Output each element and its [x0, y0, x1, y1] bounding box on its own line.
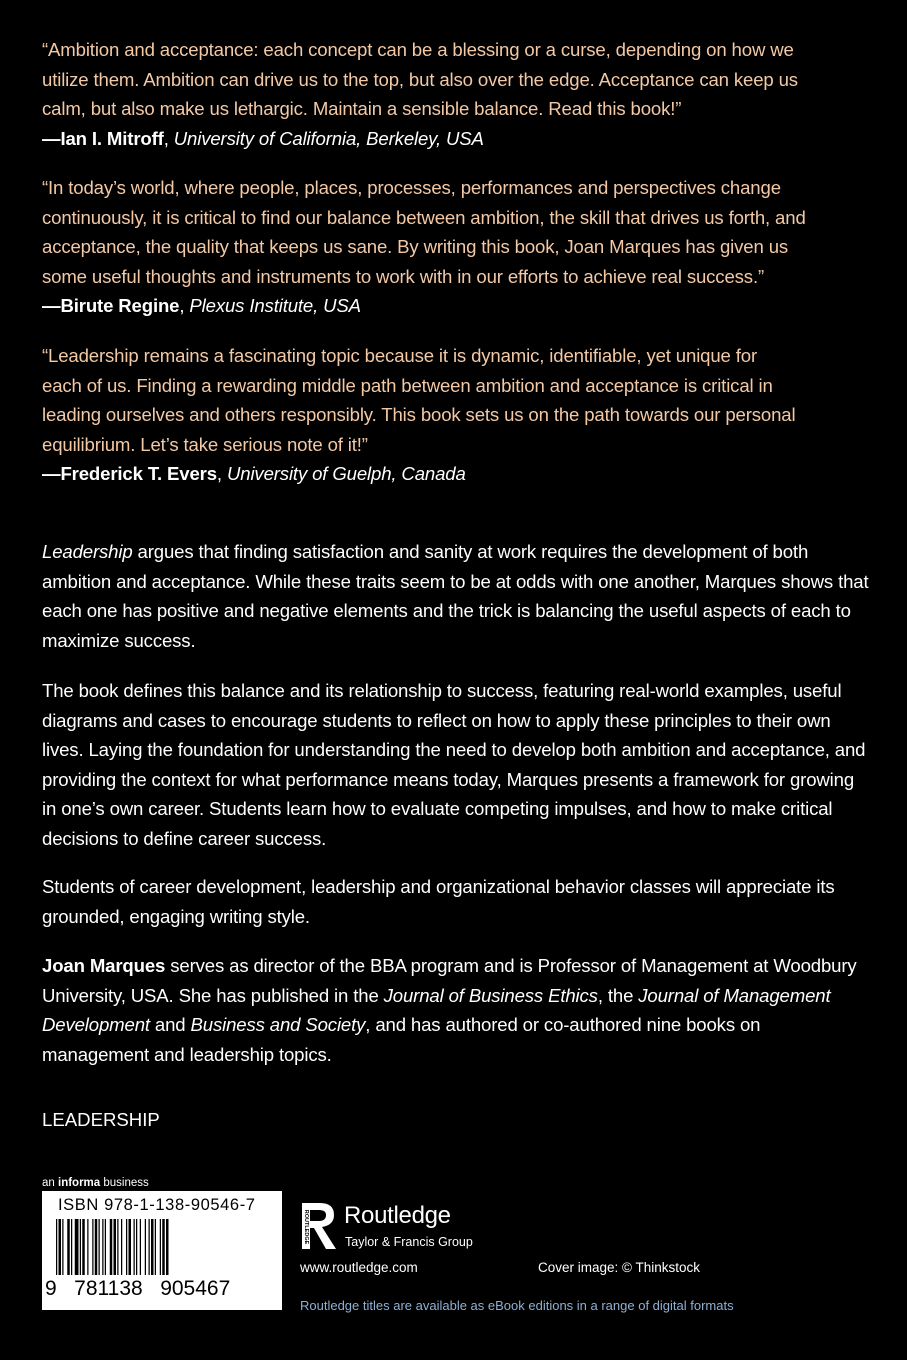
informa-suffix: business [100, 1177, 149, 1189]
barcode-bar [145, 1219, 146, 1275]
quote-line: “Ambition and acceptance: each concept can be a blessing or a curse, depending on how we [42, 39, 794, 60]
bio-text: serves as director of the BBA program and is Professor of Management at Woodbury University, USA. She has published in the [42, 955, 857, 1006]
cover-image-credit: Cover image: © Thinkstock [538, 1260, 701, 1275]
routledge-logo-text: ROUTLEDGE [303, 1209, 309, 1245]
quote-affiliation: Plexus Institute, USA [189, 295, 361, 316]
author-name: Joan Marques [42, 955, 166, 976]
barcode-bar [71, 1219, 72, 1275]
barcode-bar [92, 1219, 93, 1275]
barcode-bar [82, 1219, 85, 1275]
barcode-bar [102, 1219, 103, 1275]
quote-line: each of us. Finding a rewarding middle path between ambition and acceptance is critical in [42, 374, 773, 396]
barcode-bar [166, 1219, 169, 1275]
barcode-bar [110, 1219, 113, 1275]
quote-line: “Leadership remains a fascinating topic because it is dynamic, identifiable, yet unique for [42, 345, 758, 366]
barcode-bar [95, 1219, 98, 1275]
barcode-bar [62, 1219, 63, 1275]
quote-line: acceptance, the quality that keeps us sane. By writing this book, Joan Marques has given us [42, 236, 789, 257]
barcode-bar [75, 1219, 79, 1275]
quote-author: —Frederick T. Evers [42, 463, 217, 484]
informa-prefix: an [42, 1177, 58, 1189]
quote-line: leading ourselves and others responsibly. This book sets us on the path towards our personal [42, 404, 796, 425]
quote-line: utilize them. Ambition can drive us to the top, but also over the edge. Acceptance can keep us [42, 68, 798, 90]
publisher-group: Taylor & Francis Group [345, 1235, 473, 1249]
barcode-bar [59, 1219, 62, 1275]
barcode-bar [87, 1219, 88, 1275]
barcode-bar [140, 1219, 141, 1275]
barcode-bar [67, 1219, 70, 1275]
bio-text: , the [597, 984, 639, 1006]
quote-author: —Birute Regine [42, 295, 180, 316]
barcode-bar [155, 1219, 156, 1275]
quote-line: “In today’s world, where people, places, processes, performances and perspectives change [42, 177, 781, 198]
barcode-bar [114, 1219, 117, 1275]
description-paragraph-3: Students of career development, leadership and organizational behavior classes will appreciate its grounded, engaging writing style. [42, 876, 835, 927]
quote-3 [42, 341, 872, 489]
journal-title: Business and Society [190, 1014, 366, 1035]
barcode-bar [151, 1219, 154, 1275]
description-paragraph-2: The book defines this balance and its relationship to success, featuring real-world examples, useful diagrams and cases to encourage students to reflect on how to apply these principles to their own lives. Laying the foundation for understanding the need to develop both ambition and acceptance, and providing the context for what performance means today, Marques presents a framework for growing in one’s own career. Students learn how to evaluate competing impulses, and how to make critical decisions to define career success. [42, 680, 866, 849]
barcode-bar [117, 1219, 118, 1275]
quote-line: continuously, it is critical to find our balance between ambition, the skill that drives us forth, and [42, 206, 806, 228]
barcode-bar [126, 1219, 127, 1275]
journal-title: Journal of Business Ethics [383, 984, 598, 1006]
barcode-bar [162, 1219, 165, 1275]
series-label: LEADERSHIP [42, 1109, 160, 1130]
bio-text: and [149, 1014, 191, 1035]
barcode-bar [56, 1219, 57, 1275]
isbn-number: ISBN 978-1-138-90546-7 [58, 1196, 256, 1214]
ebook-availability-note: Routledge titles are available as eBook editions in a range of digital formats [300, 1298, 734, 1313]
barcode-bar [105, 1219, 106, 1275]
barcode-bar [99, 1219, 100, 1275]
barcode-bar [149, 1219, 150, 1275]
informa-brand: informa [58, 1177, 101, 1189]
quote-affiliation: University of California, Berkeley, USA [173, 127, 484, 149]
quote-attribution: —Ian I. Mitroff, University of California, Berkeley, USA [42, 127, 484, 149]
quote-attribution: —Birute Regine, Plexus Institute, USA [42, 295, 361, 316]
quote-line: calm, but also make us lethargic. Maintain a sensible balance. Read this book!” [42, 98, 682, 119]
publisher-url[interactable]: www.routledge.com [300, 1260, 418, 1275]
barcode-bar [121, 1219, 122, 1275]
barcode-bar [136, 1219, 137, 1275]
barcode-bar [160, 1219, 161, 1275]
barcode-bars-icon [56, 1219, 268, 1275]
quote-attribution: —Frederick T. Evers, University of Guelph, Canada [42, 463, 466, 484]
routledge-logo-icon [300, 1201, 340, 1253]
isbn-barcode [42, 1191, 282, 1310]
publisher-name: Routledge [344, 1202, 451, 1229]
author-bio [42, 951, 872, 1069]
informa-business-line [42, 1176, 149, 1190]
journal-title: Journal of Management Development [42, 984, 831, 1035]
quote-line: equilibrium. Let’s take serious note of it!” [42, 433, 368, 455]
quote-1 [42, 35, 872, 153]
bio-text: , and has authored or co-authored nine books on management and leadership topics. [42, 1014, 761, 1065]
quote-2 [42, 173, 872, 321]
barcode-digits: 9 781138 905467 [45, 1277, 231, 1300]
quote-author: —Ian I. Mitroff [42, 127, 164, 149]
description-text: argues that finding satisfaction and sanity at work requires the development of both ambition and acceptance. While these traits seem to be at odds with one another, Marques shows that each one has positive and negative elements and the trick is balancing the useful aspects of each to maximize success. [42, 541, 869, 651]
quote-line: some useful thoughts and instruments to work with in our efforts to achieve real success.” [42, 265, 764, 287]
book-title: Leadership [42, 541, 133, 562]
barcode-bar [129, 1219, 132, 1275]
description-paragraph-1 [42, 537, 872, 655]
barcode-bar [80, 1219, 81, 1275]
quote-affiliation: University of Guelph, Canada [226, 463, 466, 484]
barcode-bar [134, 1219, 135, 1275]
